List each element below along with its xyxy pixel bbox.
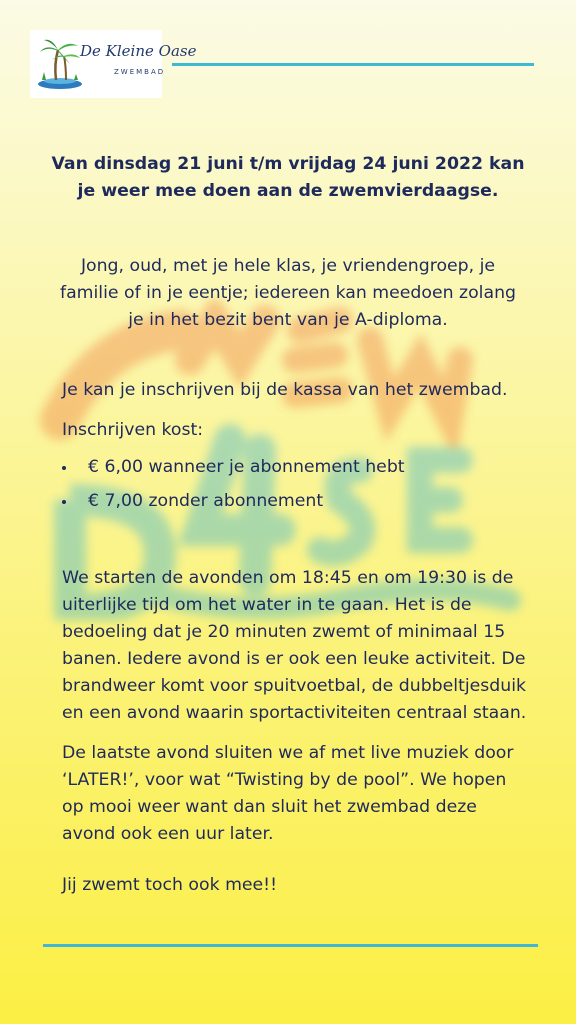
- last-evening-line: avond ook een uur later.: [62, 824, 274, 844]
- schedule-line: brandweer komt voor spuitvoetbal, de dubbeltjesduik: [62, 676, 527, 696]
- headline-line: Van dinsdag 21 juni t/m vrijdag 24 juni 2022 kan: [51, 154, 525, 174]
- price-text: € 6,00 wanneer je abonnement hebt: [88, 457, 405, 477]
- last-evening-line: op mooi weer want dan sluit het zwembad deze: [62, 797, 477, 817]
- logo: [30, 30, 197, 98]
- headline: [40, 151, 536, 205]
- headline-line: je weer mee doen aan de zwemvierdaagse.: [77, 181, 499, 201]
- palm-tree-icon: [36, 34, 84, 94]
- closing-text: Jij zwemt toch ook mee!!: [62, 875, 278, 895]
- intro-paragraph: [40, 253, 536, 334]
- schedule-line: uiterlijke tijd om het water in te gaan. Het is de: [62, 595, 472, 615]
- bullet-icon: [62, 500, 66, 504]
- schedule-line: banen. Iedere avond is er ook een leuke activiteit. De: [62, 649, 526, 669]
- cost-label: Inschrijven kost:: [62, 420, 204, 440]
- schedule-line: We starten de avonden om 18:45 en om 19:30 is de: [62, 568, 514, 588]
- schedule-line: bedoeling dat je 20 minuten zwemt of minimaal 15: [62, 622, 506, 642]
- intro-line: je in het bezit bent van je A-diploma.: [128, 310, 448, 330]
- schedule-paragraph: [62, 565, 532, 727]
- bullet-icon: [62, 466, 66, 470]
- last-evening-paragraph: [62, 740, 532, 848]
- price-text: € 7,00 zonder abonnement: [88, 491, 324, 511]
- registration-text: Je kan je inschrijven bij de kassa van het zwembad.: [62, 380, 508, 400]
- bottom-divider: [43, 944, 538, 947]
- last-evening-line: De laatste avond sluiten we af met live muziek door: [62, 743, 514, 763]
- logo-title: De Kleine Oase: [80, 42, 197, 60]
- intro-line: familie of in je eentje; iedereen kan meedoen zolang: [60, 283, 516, 303]
- schedule-line: en een avond waarin sportactiviteiten centraal staan.: [62, 703, 527, 723]
- top-divider: [172, 63, 534, 66]
- intro-line: Jong, oud, met je hele klas, je vriendengroep, je: [80, 256, 496, 276]
- logo-subtitle: ZWEMBAD: [114, 68, 166, 76]
- last-evening-line: ‘LATER!’, voor wat “Twisting by de pool”. We hopen: [62, 770, 507, 790]
